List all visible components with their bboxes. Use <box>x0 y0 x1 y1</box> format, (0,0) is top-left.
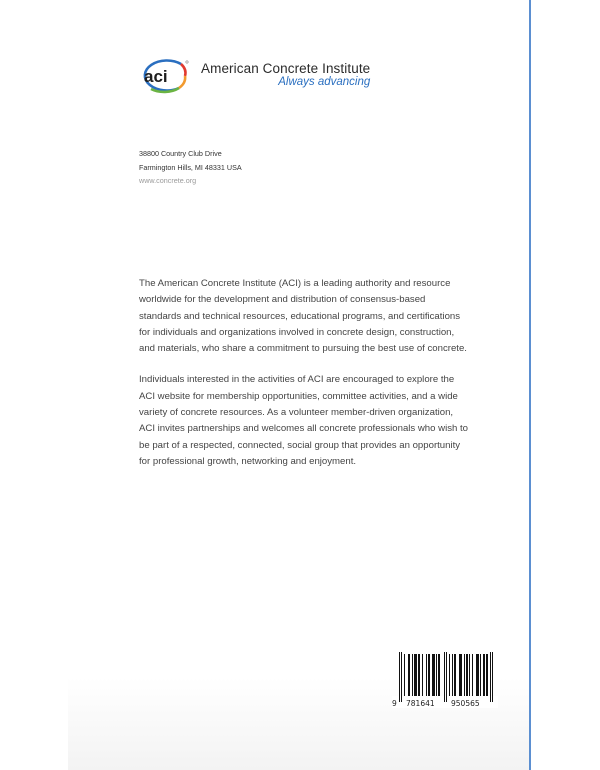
isbn-barcode <box>392 652 498 708</box>
logo-organization-name: American Concrete Institute <box>201 61 371 76</box>
about-paragraph-1: The American Concrete Institute (ACI) is a leading authority and resource worldwide for the development and distribution of consensus-based standards and technical resources, educational programs, and certifications for individuals and organizations involved in concrete design, construction, and materials, who share a commitment to pursuing the best use of concrete. <box>139 278 467 355</box>
barcode-group-2: 950565 <box>451 699 480 708</box>
mailing-address <box>139 147 242 188</box>
address-city: Farmington Hills, MI 48331 USA <box>139 162 242 172</box>
barcode-lead-digit: 9 <box>392 699 397 708</box>
address-street: 38800 Country Club Drive <box>139 149 222 158</box>
logo-tagline: Always advancing <box>278 75 371 88</box>
aci-logo <box>137 56 370 94</box>
about-aci-text <box>139 276 469 485</box>
logo-mark-text: aci <box>144 67 168 86</box>
aci-logo-mark-icon <box>137 56 193 94</box>
website-link[interactable]: www.concrete.org <box>139 176 197 185</box>
barcode-group-1: 781641 <box>406 699 435 708</box>
about-paragraph-2: Individuals interested in the activities of ACI are encouraged to explore the ACI website for membership opportunities, committee activities, and a wide variety of concrete resources. As a volunteer member-driven organization, ACI invites partnerships and welcomes all concrete professionals who wish to be part of a respected, connected, social group that provides an opportunity for professional growth, networking and enjoyment. <box>139 374 469 467</box>
page-edge-rule <box>529 0 531 770</box>
